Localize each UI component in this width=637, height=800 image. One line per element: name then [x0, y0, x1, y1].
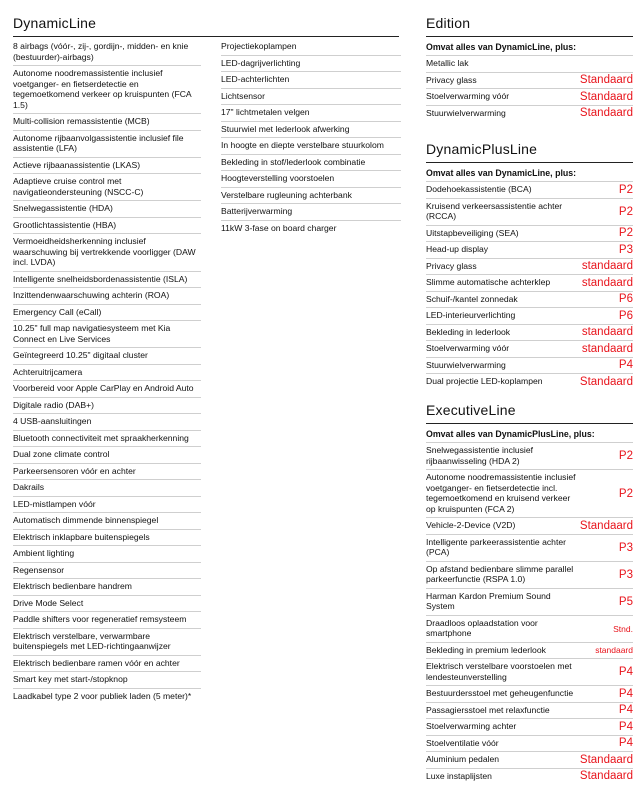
option-label: Snelwegassistentie inclusief rijbaanwisseling (HDA 2)	[426, 445, 534, 466]
option-package-tag: standaard	[595, 645, 633, 656]
feature-item: Ambient lighting	[13, 546, 201, 563]
feature-item: 8 airbags (vóór-, zij-, gordijn-, midden- en knie (bestuurder)-airbags)	[13, 39, 201, 66]
option-row	[426, 535, 633, 562]
feature-item: Voorbereid voor Apple CarPlay en Android Auto	[13, 381, 201, 398]
option-package-tag: P4	[618, 704, 633, 717]
option-row	[426, 199, 633, 226]
option-package-tag: P4	[618, 359, 633, 372]
option-label: Harman Kardon Premium Sound System	[426, 590, 551, 611]
feature-item: Bluetooth connectiviteit met spraakherkenning	[13, 431, 201, 448]
option-row	[426, 518, 633, 535]
option-label: Vehicle-2-Device (V2D)	[426, 520, 516, 530]
feature-item: Dual zone climate control	[13, 447, 201, 464]
feature-item: Dakrails	[13, 480, 201, 497]
option-row	[426, 259, 633, 276]
option-row	[426, 374, 633, 390]
executiveline-title: ExecutiveLine	[426, 402, 516, 418]
option-package-tag: Standaard	[579, 74, 633, 87]
feature-item: Drive Mode Select	[13, 596, 201, 613]
dynamicline-title: DynamicLine	[13, 15, 97, 31]
option-row	[426, 226, 633, 243]
feature-item: 17" lichtmetalen velgen	[221, 105, 401, 122]
feature-item: Elektrisch inklapbare buitenspiegels	[13, 530, 201, 547]
feature-item: Emergency Call (eCall)	[13, 305, 201, 322]
option-label: Intelligente parkeerassistentie achter (PCA)	[426, 536, 566, 557]
option-row	[426, 769, 633, 785]
option-label: Stuurwielverwarming	[426, 107, 506, 118]
feature-item: 4 USB-aansluitingen	[13, 414, 201, 431]
feature-item: Smart key met start-/stopknop	[13, 672, 201, 689]
option-package-tag: Standaard	[579, 90, 633, 103]
option-package-tag: standaard	[581, 276, 633, 289]
option-package-tag: Standaard	[579, 375, 633, 388]
option-label: Autonome noodremassistentie inclusief voetganger- en fietserdetectie incl. tegemoetkomend en kruisend verkeer op kruispunten (FCA 2)	[426, 472, 576, 514]
option-label: Stoelverwarming achter	[426, 721, 517, 731]
option-row	[426, 341, 633, 358]
feature-item: Multi-collision remassistentie (MCB)	[13, 114, 201, 131]
feature-item: Lichtsensor	[221, 89, 401, 106]
option-package-tag: Stnd.	[613, 623, 633, 634]
option-row	[426, 752, 633, 769]
option-package-tag: P4	[618, 666, 633, 678]
edition-title: Edition	[426, 15, 471, 31]
option-package-tag: P6	[618, 309, 633, 322]
option-row	[426, 703, 633, 720]
feature-item: 10.25" full map navigatiesysteem met Kia Connect en Live Services	[13, 321, 201, 348]
feature-item: Stuurwiel met lederlook afwerking	[221, 122, 401, 139]
option-row	[426, 643, 633, 660]
option-row	[426, 325, 633, 342]
option-label: Kruisend verkeersassistentie achter (RCCA)	[426, 200, 563, 221]
option-label: Draadloos oplaadstation voor smartphone	[426, 617, 538, 638]
feature-item: LED-dagrijverlichting	[221, 56, 401, 73]
option-label: Dual projectie LED-koplampen	[426, 376, 543, 386]
option-row	[426, 719, 633, 736]
feature-item: Projectiekoplampen	[221, 39, 401, 56]
feature-item: Verstelbare rugleuning achterbank	[221, 188, 401, 205]
option-label: Bestuurdersstoel met geheugenfunctie	[426, 688, 574, 698]
feature-item: Bekleding in stof/lederlook combinatie	[221, 155, 401, 172]
feature-item: Geïntegreerd 10.25" digitaal cluster	[13, 348, 201, 365]
option-package-tag: P3	[618, 541, 633, 554]
executiveline-list	[426, 424, 633, 784]
option-package-tag: standaard	[581, 326, 633, 339]
executiveline-subtitle: Omvat alles van DynamicPlusLine, plus:	[426, 424, 633, 443]
feature-item: Elektrisch bedienbare ramen vóór en achter	[13, 656, 201, 673]
option-package-tag: P3	[618, 243, 633, 256]
option-label: Aluminium pedalen	[426, 754, 500, 764]
feature-item: 11kW 3-fase on board charger	[221, 222, 337, 233]
option-package-tag: P2	[618, 450, 633, 462]
option-package-tag: Standaard	[579, 753, 633, 766]
option-row	[426, 56, 633, 73]
option-package-tag: P2	[618, 227, 633, 240]
option-label: Elektrisch verstelbare voorstoelen met lendesteunverstelling	[426, 661, 572, 682]
option-label: Metallic lak	[426, 58, 469, 68]
dynamicplusline-title: DynamicPlusLine	[426, 141, 538, 157]
dynamicplusline-subtitle: Omvat alles van DynamicLine, plus:	[426, 163, 633, 182]
feature-item: Regensensor	[13, 563, 201, 580]
option-label: Stoelventilatie vóór	[426, 737, 499, 748]
option-row	[426, 736, 633, 753]
option-package-tag: Standaard	[579, 519, 633, 532]
option-row	[426, 292, 633, 309]
feature-item: Automatisch dimmende binnenspiegel	[13, 513, 201, 530]
feature-item: Adaptieve cruise control met navigatieondersteuning (NSCC-C)	[13, 174, 201, 201]
option-package-tag: P4	[618, 737, 633, 750]
feature-item: Autonome noodremassistentie inclusief voetganger- en fietserdetectie en tegemoetkomend verkeer op kruispunten (FCA 1.5)	[13, 66, 201, 114]
edition-list	[426, 37, 633, 121]
feature-item: Digitale radio (DAB+)	[13, 398, 201, 415]
option-row	[426, 589, 633, 616]
feature-item: Inzittendenwaarschuwing achterin (ROA)	[13, 288, 201, 305]
option-row	[426, 443, 633, 470]
option-label: Privacy glass	[426, 74, 477, 85]
option-row	[426, 470, 633, 518]
option-label: Privacy glass	[426, 260, 477, 271]
option-row	[426, 308, 633, 325]
option-label: Uitstapbeveiliging (SEA)	[426, 227, 519, 238]
feature-item: Hoogteverstelling voorstoelen	[221, 171, 401, 188]
feature-item: In hoogte en diepte verstelbare stuurkolom	[221, 138, 401, 155]
option-label: Bekleding in premium lederlook	[426, 644, 546, 655]
option-label: LED-interieurverlichting	[426, 310, 516, 320]
edition-subtitle: Omvat alles van DynamicLine, plus:	[426, 37, 633, 56]
option-row	[426, 73, 633, 90]
dynamicline-col1	[13, 39, 201, 704]
option-package-tag: P2	[618, 487, 633, 500]
option-package-tag: P4	[618, 720, 633, 733]
option-row	[426, 275, 633, 292]
feature-item: Laadkabel type 2 voor publiek laden (5 meter)*	[13, 690, 192, 701]
option-label: Stoelverwarming vóór	[426, 343, 510, 353]
option-row	[426, 562, 633, 589]
option-row	[426, 242, 633, 259]
option-package-tag: P2	[618, 205, 633, 218]
option-package-tag: P2	[618, 183, 633, 196]
option-label: Passagiersstoel met relaxfunctie	[426, 704, 550, 715]
feature-item: LED-mistlampen vóór	[13, 497, 201, 514]
dynamicline-col2	[221, 39, 401, 236]
dynamicline-rule	[13, 36, 399, 37]
option-row	[426, 358, 633, 375]
option-row	[426, 106, 633, 122]
option-package-tag: Standaard	[579, 107, 633, 120]
option-package-tag: Standaard	[579, 770, 633, 783]
option-label: Slimme automatische achterklep	[426, 277, 551, 287]
option-label: Stoelverwarming vóór	[426, 91, 510, 101]
dynamicplusline-list	[426, 163, 633, 390]
feature-item: Grootlichtassistentie (HBA)	[13, 218, 201, 235]
feature-item: Snelwegassistentie (HDA)	[13, 201, 201, 218]
option-package-tag: standaard	[581, 342, 633, 355]
feature-item: Elektrisch bedienbare handrem	[13, 579, 201, 596]
option-row	[426, 686, 633, 703]
feature-item: Autonome rijbaanvolgassistentie inclusief file assistentie (LFA)	[13, 131, 201, 158]
option-label: Head-up display	[426, 244, 489, 254]
option-label: Op afstand bedienbare slimme parallel parkeerfunctie (RSPA 1.0)	[426, 563, 574, 584]
option-row	[426, 182, 633, 199]
feature-item: Paddle shifters voor regeneratief remsysteem	[13, 612, 201, 629]
feature-item: Vermoeidheidsherkenning inclusief waarschuwing bij vertrekkende voorligger (DAW incl. LVDA)	[13, 234, 201, 272]
option-label: Schuif-/kantel zonnedak	[426, 293, 518, 304]
feature-item: Achteruitrijcamera	[13, 365, 201, 382]
option-label: Luxe instaplijsten	[426, 770, 492, 781]
option-row	[426, 616, 633, 643]
option-package-tag: P4	[618, 687, 633, 700]
option-label: Stuurwielverwarming	[426, 359, 506, 370]
option-row	[426, 89, 633, 106]
feature-item: Batterijverwarming	[221, 204, 401, 221]
feature-item: Parkeersensoren vóór en achter	[13, 464, 201, 481]
option-package-tag: P3	[618, 568, 633, 581]
option-package-tag: P5	[618, 595, 633, 608]
feature-item: Actieve rijbaanassistentie (LKAS)	[13, 158, 201, 175]
option-label: Dodehoekassistentie (BCA)	[426, 184, 532, 194]
option-package-tag: P6	[618, 293, 633, 306]
feature-item: Intelligente snelheidsbordenassistentie (ISLA)	[13, 272, 201, 289]
feature-item: LED-achterlichten	[221, 72, 401, 89]
option-row	[426, 659, 633, 686]
feature-item: Elektrisch verstelbare, verwarmbare buitenspiegels met LED-richtingaanwijzer	[13, 629, 201, 656]
option-label: Bekleding in lederlook	[426, 326, 511, 337]
option-package-tag: standaard	[581, 260, 633, 273]
